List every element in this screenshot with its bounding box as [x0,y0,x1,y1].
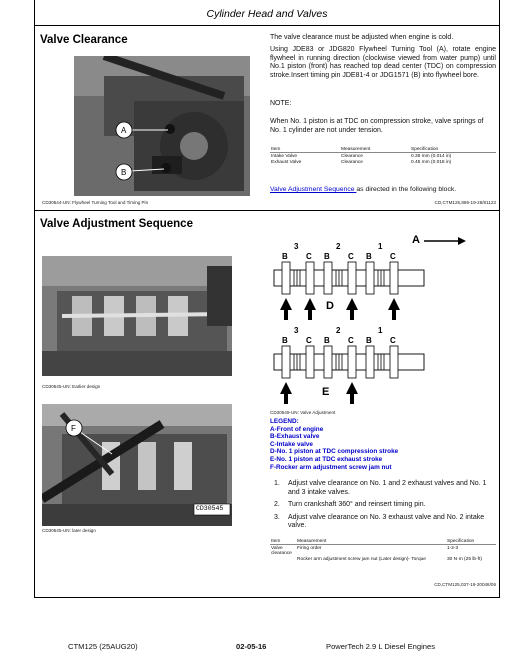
top-valve-label: C [348,252,354,261]
earlier-design-caption: CD30545-UN: Earlier design [42,384,101,389]
table-header-cell: Item [270,146,340,153]
table-header-cell: Specification [446,538,496,545]
step-item [274,514,496,531]
earlier-design-illustration [42,256,232,376]
legend-item: C-Intake valve [270,440,313,448]
cyl-number-3-top: 3 [294,242,299,251]
step-text: Adjust valve clearance on No. 1 and 2 exhaust valves and No. 1 and 3 intake valves. [288,480,487,496]
bottom-valve-label: C [390,336,396,345]
table-header-cell: Measurement [296,538,446,545]
valve-diagram-caption: CD30549-UN: Valve Adjustment [270,410,336,415]
table-cell: 1-2-3 [447,545,459,551]
table-cell: Clearance [341,159,363,165]
valve-diagram-svg [264,232,496,404]
cyl-number-2-bottom: 2 [336,326,341,335]
diagram-legend [270,418,496,471]
intro-text: The valve clearance must be adjusted when engine is cold. [270,34,454,41]
photo-label-f: F [71,424,76,433]
valve-adjustment-title: Valve Adjustment Sequence [40,218,193,230]
valve-adjustment-sequence-link[interactable]: Valve Adjustment Sequence [270,186,357,193]
bottom-valve-label: B [282,336,288,345]
flywheel-photo-caption: CD30544-UN: Flywheel Turning Tool and Timing Pin [42,200,149,205]
cyl-number-1-bottom: 1 [378,326,383,335]
cyl-number-1-top: 1 [378,242,383,251]
table-cell: 0.45 mm (0.018 in) [411,159,452,165]
cyl-number-2-top: 2 [336,242,341,251]
front-label: A [412,234,420,246]
top-valve-label: B [366,252,372,261]
page-header: Cylinder Head and Valves [34,4,500,26]
legend-item: E-No. 1 piston at TDC exhaust stroke [270,455,383,463]
note-text: When No. 1 piston is at TDC on compression stroke, valve springs of No. 1 cylinder are not under tension. [270,118,484,134]
step-item [274,501,496,510]
top-valve-label: C [390,252,396,261]
table-cell [270,556,296,562]
label-d: D [326,300,334,312]
table-cell: 30 N·m (25 lb-ft) [447,556,482,562]
photo-stamp: CD30545 [196,505,224,512]
bottom-valve-label: C [348,336,354,345]
table-header-cell: Measurement [340,146,410,153]
procedure-text: Using JDE83 or JDG820 Flywheel Turning Tool (A), rotate engine flywheel in running direction (clockwise viewed from water pump) until No.1 piston (front) has reached top dead center (TDC) on compression stroke.Insert timing pin JDE81-4 or JDG1571 (B) into flywheel bore. [270,46,496,79]
step-text: Adjust valve clearance on No. 3 exhaust valve and No. 2 intake valve. [288,513,485,530]
legend-title: LEGEND: [270,418,299,425]
table-cell: Clearance [341,153,363,159]
legend-item: F-Rocker arm adjustment screw jam nut [270,463,392,471]
top-row-arrows [280,298,400,320]
table-cell: 0.35 mm (0.014 in) [411,153,452,159]
link-suffix: as directed in the following block. [356,186,457,193]
footer-manual-title: PowerTech 2.9 L Diesel Engines [326,642,436,651]
top-valve-label: B [324,252,330,261]
valve-clearance-section [34,28,500,211]
step-text: Turn crankshaft 360° and reinsert timing pin. [288,501,426,509]
cyl-number-3-bottom: 3 [294,326,299,335]
valve-adjustment-section [34,212,500,598]
adjustment-spec-table [270,538,496,562]
sequence-link-line [270,186,496,195]
procedure-steps [274,480,496,535]
section-ref-code: CD,CTM125,886-19-28/81123 [434,200,496,205]
table-cell: Valve clearance [271,545,292,556]
step-number: 1. [274,480,280,487]
table-cell: Firing order [297,545,322,551]
table-row [270,556,496,562]
table-cell: Rocker arm adjustment screw jam nut (Later design)- Torque [297,556,426,562]
front-arrow-head [458,237,466,245]
photo-label-b: B [121,168,127,177]
table-cell: Exhaust Valve [271,159,302,165]
table-header-cell: Item [270,538,296,545]
legend-item: A-Front of engine [270,425,324,433]
valve-clearance-title: Valve Clearance [40,34,128,46]
later-design-caption: CD30545-UN: later design [42,528,96,533]
section-ref-code: CD,CTM125,037-19-20048/06 [434,582,496,587]
valve-adjustment-diagram [264,232,496,404]
clearance-spec-table [270,146,496,165]
table-row [270,545,496,557]
legend-item: D-No. 1 piston at TDC compression stroke [270,448,399,456]
top-valve-label: B [282,252,288,261]
earlier-design-photo [42,256,232,376]
step-number: 2. [274,501,280,509]
legend-item: B-Exhaust valve [270,433,320,441]
later-design-photo [42,404,232,526]
step-item [274,480,496,497]
table-row [270,159,496,165]
flywheel-photo-illustration [74,56,250,196]
footer-page-number: 02-05-16 [236,642,267,651]
note-label: NOTE: [270,100,292,107]
bottom-valve-label: C [306,336,312,345]
bottom-valve-label: B [324,336,330,345]
label-e: E [322,386,330,398]
bottom-row-arrows [280,382,358,404]
flywheel-tool-photo [74,56,250,196]
footer-doc-id: CTM125 (25AUG20) [68,642,138,651]
table-cell: Intake Valve [271,153,298,159]
table-header-cell: Specification [410,146,496,153]
step-number: 3. [274,513,280,521]
photo-label-a: A [121,126,127,135]
top-valve-label: C [306,252,312,261]
bottom-valve-label: B [366,336,372,345]
